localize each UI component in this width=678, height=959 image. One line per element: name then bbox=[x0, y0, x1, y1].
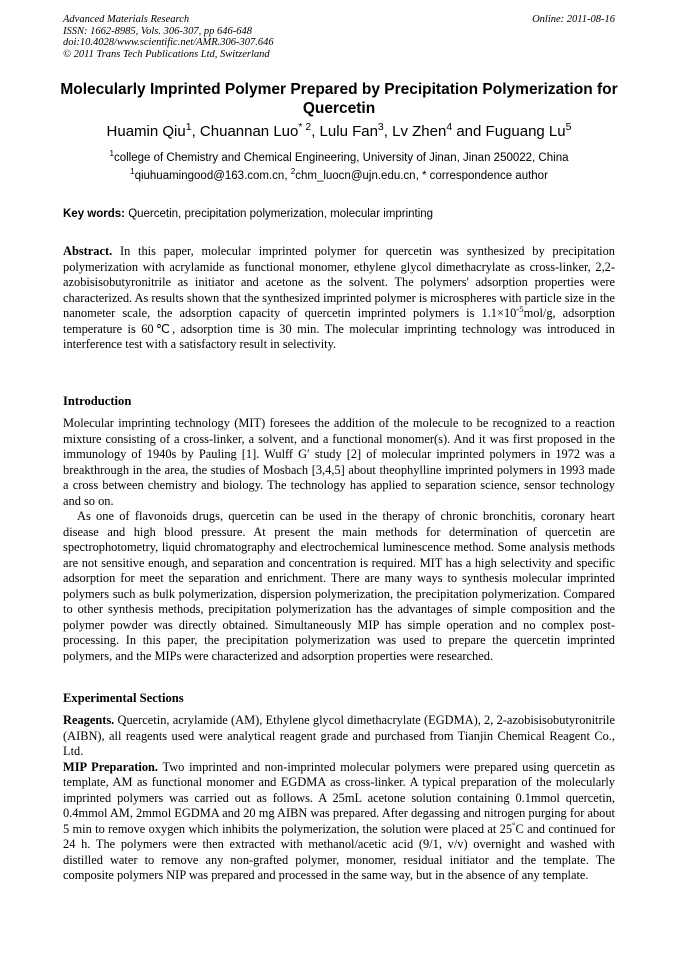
affiliation-text: college of Chemistry and Chemical Engineering, University of Jinan, Jinan 250022, China bbox=[113, 152, 569, 164]
intro-paragraph-2: As one of flavonoids drugs, quercetin can be used in the therapy of chronic bronchitis, coronary heart disease and high blood pressure. At present the main methods for determination of quercetin are spectrophotometry, liquid chromatography and electrochemical luminescence method. Some analysis methods are not sensitive enough, and separation and concentration is required. MIT has a high selectivity and specific adsorption for meet the separation and enrichment. There are many ways to synthesis molecular imprinted polymers such as bulk polymerization, dispersion polymerization, the precipitation polymerization. Compared to other synthesis methods, precipitation polymerization has the advantages of simple composition and the polymer powder was directly obtained. Simultaneously MIP has simple operation and no complex post-processing. In this paper, the precipitation polymerization was used to prepare the quercetin imprinted polymers, and the MIPs were characterized and adsorption properties were researched. bbox=[63, 509, 615, 663]
reagents-label: Reagents. bbox=[63, 713, 115, 727]
journal-issn: ISSN: 1662-8985, Vols. 306-307, pp 646-648 bbox=[63, 25, 252, 37]
journal-doi: doi:10.4028/www.scientific.net/AMR.306-307.646 bbox=[63, 37, 274, 48]
author-emails bbox=[40, 169, 638, 183]
author-separator: , bbox=[383, 123, 393, 140]
keywords-label: Key words: bbox=[63, 208, 125, 220]
reagents-text: Quercetin, acrylamide (AM), Ethylene glycol dimethacrylate (EGDMA), 2, 2-azobisisobutyronitrile (AIBN), all reagents used were analytical reagent grade and purchased from Tianjin Chemical Reagent Co., Ltd. bbox=[63, 713, 615, 758]
affiliation bbox=[40, 151, 638, 165]
journal-name: Advanced Materials Research bbox=[63, 14, 190, 25]
author-and: and bbox=[452, 123, 486, 140]
degree-sign: ° bbox=[512, 819, 516, 830]
keywords bbox=[63, 207, 615, 221]
mip-paragraph bbox=[63, 760, 615, 884]
journal-copyright: © 2011 Trans Tech Publications Ltd, Switzerland bbox=[63, 48, 270, 60]
keywords-text: Quercetin, precipitation polymerization, molecular imprinting bbox=[125, 208, 434, 220]
experimental-body bbox=[63, 713, 615, 884]
author-list bbox=[40, 123, 638, 141]
reagents-paragraph bbox=[63, 713, 615, 760]
author-name: Huamin Qiu bbox=[106, 123, 186, 140]
mip-text: Two imprinted and non-imprinted molecular polymers were prepared using quercetin as template, AM as functional monomer and EGDMA as cross-linker. A typical preparation of the molecularly imprinted polymers was carried out as follows. A 25mL acetone solution containing 0.1mmol quercetin, 0.4mmol AM, 2mmol EGDMA and 20 mg AIBN was prepared. After degassing and nitrogen purging for about 5 min to remove oxygen which inhibits the polymerization, the solution were placed at 25 bbox=[63, 759, 615, 836]
intro-paragraph-1: Molecular imprinting technology (MIT) foresees the addition of the molecule to be recognized to a reaction mixture consisting of a cross-linker, a solvent, and a functional monomer(s). And it was first proposed in the immunology of 1940s by Pauling [1]. Wulff G′ study [2] of molecular imprinted polymers in 1972 was a breakthrough in the area, the studies of Mosbach [3,4,5] about theophylline imprinted polymers in 1993 made a cross between chemistry and biology. The technology has applied to separation science, sensor technology and so on. bbox=[63, 416, 615, 508]
author-name: Chuannan Luo bbox=[199, 123, 299, 140]
author-sup: 1 bbox=[185, 121, 192, 133]
author-sup: 3 bbox=[377, 121, 384, 133]
paper-title: Molecularly Imprinted Polymer Prepared by Precipitation Polymerization for Quercetin bbox=[60, 81, 618, 117]
author-sup: 5 bbox=[565, 121, 572, 133]
section-heading-introduction: Introduction bbox=[63, 394, 132, 408]
email-link[interactable]: qiuhuamingood@163.com.cn, bbox=[134, 170, 291, 182]
introduction-body bbox=[63, 416, 615, 664]
author-name: Fuguang Lu bbox=[485, 123, 566, 140]
journal-header bbox=[63, 14, 274, 60]
abstract-label: Abstract. bbox=[63, 244, 113, 258]
author-name: Lulu Fan bbox=[319, 123, 378, 140]
author-separator: , bbox=[191, 123, 200, 140]
email-sup: 1 bbox=[130, 167, 135, 177]
abstract-exponent: -5 bbox=[516, 303, 524, 314]
affiliation-sup: 1 bbox=[109, 149, 114, 159]
section-heading-experimental: Experimental Sections bbox=[63, 691, 184, 705]
email-link[interactable]: chm_luocn@ujn.edu.cn, * correspondence author bbox=[295, 170, 548, 182]
author-separator: , bbox=[311, 123, 320, 140]
abstract bbox=[63, 244, 615, 353]
email-sup: 2 bbox=[290, 167, 296, 177]
online-date: Online: 2011-08-16 bbox=[532, 14, 615, 25]
author-name: Lv Zhen bbox=[392, 123, 447, 140]
author-sup: * 2 bbox=[298, 121, 312, 133]
author-sup: 4 bbox=[446, 121, 453, 133]
mip-text-cont: C and continued for 24 h. The polymers were then extracted with methanol/acetic acid (9/1, v/v) overnight and washed with distilled water to remove any non-grafted polymer, monomer, residual initiator and the template. The composite polymers NIP was prepared and processed in the same way, but in the absence of any template. bbox=[63, 821, 615, 882]
abstract-text: In this paper, molecular imprinted polymer for quercetin was synthesized by precipitation polymerization with acrylamide as functional monomer, ethylene glycol dimethacrylate as cross-linker, 2,2-azobisisobutyronitrile as initiator and acetone as the solvent. The polymers' adsorption properties were characterized. As results shown that the synthesized imprinted polymer is microspheres with particle size in the nanometer scale, the adsorption capacity of quercetin imprinted polymers is 1.1×10 bbox=[63, 244, 615, 320]
mip-label: MIP Preparation. bbox=[63, 759, 159, 774]
abstract-text-cont: mol/g, adsorption temperature is 60℃, adsorption time is 30 min. The molecular imprinting technology was introduced in interference test with a satisfactory result in selectivity. bbox=[63, 306, 615, 351]
